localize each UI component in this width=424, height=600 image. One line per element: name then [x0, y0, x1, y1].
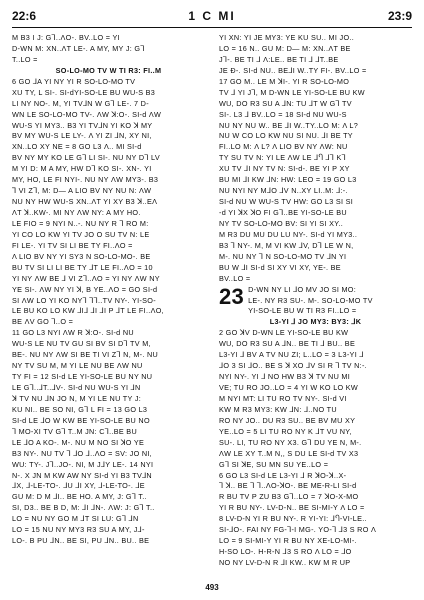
text-line: XU TY, L SI-. SI-dYI-SO-LE BU WU-S B3 [12, 87, 156, 97]
text-line: NY TV SU M, M YI LE NU BE ΛW NU [12, 361, 143, 371]
header-book-title: 1 C MI [188, 9, 236, 23]
text-line: WU, DO R3 SU A ⅃N: TU ⅃T W G⅂ TV [219, 98, 352, 108]
text-line: B3 NY-. NU TV ⅂ ⅃O ⅃..ΛO = SV: JO NI, [12, 448, 152, 458]
text-line: VE; TU RO JO..LO = 4 YI W KO LO KW [219, 383, 359, 392]
text-line: 8 LV-D-N YI R BU NY-. R YI-YI: ⅃Ⴄ-VI-LE.. [219, 514, 367, 524]
text-line: LE ⅃O A KO-. M-. NU M NO SI ꓘO YE [12, 437, 145, 447]
text-line: NU NY NU W.. BE ⅃I W..TY..LO M: Λ L? [219, 120, 359, 130]
text-line: YI-SO-LE BU W TI R3 FI..LO = [248, 306, 357, 316]
text-line: YI NY ΛW BE ⅃ VI Z⅂..ΛO = YI NY ΛW NY [12, 273, 160, 283]
text-line: M YI D: M A MY, HW D⅂ KO SI-. XN-. YI [12, 164, 152, 174]
text-line: SI-. L3 ⅃ BV..LO = 18 SI-d NU WU-S [219, 109, 347, 119]
text-line: M NYI MT: LI TU RO TV NY-. SI-d VI [219, 393, 347, 403]
text-line: R BU TV P ZU B3 G⅂..LO = 7 ꓘO-X-MO [219, 492, 359, 502]
text-line: LE G⅂..⅃T..⅃V-. SI-d NU WU-S YI ⅃N [12, 383, 141, 392]
text-line: N-. X JN M KW AW NY SI-d YI B3 TV⅃N [12, 470, 152, 480]
text-line: ⅃O 3 SI ⅃O.. BE S ꓘ XO ⅃V SI R ⅂ TV N:-. [219, 361, 368, 371]
text-line: WU-S LE NU TV GU SI BV SI D⅂ TV M, [12, 339, 151, 349]
chapter-start-block [219, 285, 412, 318]
text-line: TV ⅃ YI J⅂, M D-WN LE YI-SO-LE BU KW [219, 87, 365, 97]
text-line: M-. NU NY ⅂ N SO-LO-MO TV ⅃N YI [219, 251, 347, 261]
text-line: BV..LO = [219, 273, 251, 283]
text-line: ΛT ꓘ..KW-. MI NY ΛW NY: A MY HO. [12, 208, 141, 217]
text-line: YI CO LO KW YI TV JO O SU TV N: LE [12, 229, 150, 239]
text-line: L3-YI ⅃ BV A TV NU ZI; L..LO = 3 L3-YI ⅃ [219, 350, 364, 360]
text-line: YE SI-. ΛW NY YI ꓘ, B YE..ΛO = GO SI-d [12, 284, 158, 294]
text-line: SI ΛW LO YI KO NY⅂ ⅂⅂..TV NY-. YI-SO- [12, 295, 156, 305]
chapter-number: 23 [219, 284, 245, 309]
text-line: ⅂ MO-XI TV G⅂ T..M JN: C⅂..BE BU [12, 426, 137, 436]
header-left-reference: 22:6 [12, 9, 37, 23]
text-line: SI, D3.. BE B D, M: ⅃I ⅃N-. ΛW: J: G⅂ T.. [12, 503, 155, 513]
header-rule [12, 27, 412, 28]
text-line: YI XN: YI JE MY3: YE KU SU.. MI JO.. [219, 33, 355, 42]
text-line: 6 GO L3 SI-d LE L3-YI ⅃ R ꓘO-ꓘ..X- [219, 470, 347, 480]
text-line: TY SU TV N: YI LE ΛW LE ⅃Ⴄ ⅃⅂ K⅂ [219, 153, 346, 163]
text-line: M R3 DU MU DU LU NY-. SI-d YI MY3.. [219, 229, 358, 239]
text-line: Ꞁ VI Z⅂, M: D— A LIO BV NY NU N: ΛW [12, 186, 152, 196]
text-line: NY TV SO-LO-MO BV: SI YI SI XY.. [219, 218, 344, 228]
text-line: SU-. LI, TU RO NY X3. G⅂ DU YE N, M-. [219, 437, 362, 447]
text-line: NU W CO LO KW NU SI NU. ⅃I BE TY [219, 131, 353, 141]
text-line: SI-d LE ⅃O W KW BE YI-SO-LE BU NO [12, 415, 150, 425]
text-line: YE..LO = 5 LI TU RO NY K ⅃T VU NY, [219, 426, 352, 436]
text-line: KW M R3 MY3: KW ⅃N: ⅃..NO TU [219, 404, 337, 414]
section-heading: SO-LO-MO TV W TI R3: FI..M [55, 65, 162, 75]
text-line: B3 ⅂ NY-. M, M VI KW ⅃V, D⅂ LE W N, [219, 240, 354, 250]
text-line: SI-⅃O-. FAI NY FG-⅂-I MG-. YO-⅂ ⅃3 S RO Λ [219, 525, 377, 535]
text-line: NU NYI NY M⅃O ⅃V N..XY LI..M: ⅃:-. [219, 186, 348, 196]
text-line: JE Đ-. SI-d NU.. BE⅃I W..TY FI-. BV..LO = [219, 65, 367, 75]
text-line: BU W ⅃I SI-d SI XY VI XY, YE-. BE [219, 262, 341, 272]
text-line: LE FIO = 9 NYI N..-. NU NY R ⅂ RO M: [12, 218, 149, 228]
text-line: WN LE SO-LO-MO TV-. ΛW ꓘ:O-. SI-d ΛW [12, 109, 162, 119]
text-line: M B3 I J: G⅂..ΛO-. BV..LO = YI [12, 33, 120, 42]
text-line: LE-. NY R3 SU-. M-. SO-LO-MO TV [248, 295, 373, 305]
text-line: TY FI = 12 SI-d LE YI-SO-LE BU NY NU [12, 372, 153, 382]
text-line: D-WN M: XN..ΛT LE-. A MY, MY J: G⅂ [12, 43, 145, 53]
text-line: LO = 16 N.. GU M: D— M: XN..ΛT BE [219, 43, 351, 53]
text-line: SI-d NU W WU-S TV HW: GO L3 SI SI [219, 197, 354, 207]
text-line: Λ LIO BV NY YI SY3 N SO-LO-MO-. BE [12, 251, 151, 261]
text-line: XN..LO XY NE = 8 GO L3 Λ.. MI SI-d [12, 142, 142, 152]
text-line: ⅂ ꓘ.. BE ⅂ ⅂..ΛO-ꓘO-. BE ME-R-LI SI-d [219, 481, 357, 491]
text-line: WU: TY-. J⅂..JO-. NI, M J⅃Y LE-. 14 NYI [12, 459, 154, 469]
text-line: LO = 15 NU NY MY3 R3 SU A MY, J⅃- [12, 525, 145, 535]
text-line: FI LE-. YI TV SI LI BE TY FI..ΛO = [12, 240, 133, 250]
text-line: ΛW LE XY T..M N,, S DU LE SI-d TV X3 [219, 448, 359, 458]
text-line: FI..LO M: Λ L? Λ LIO BV NY ΛW: NU [219, 142, 348, 152]
running-header [12, 2, 412, 26]
text-line: 11 GO L3 NYI ΛW R ꓘ:O-. SI-d NU [12, 328, 134, 338]
text-line: WU, DO R3 SU A ⅃N.. BE TI ⅃ BU.. BE [219, 339, 356, 349]
text-line: WU-S YI MY3.. B3 YI TV⅃N YI KO ꓘ MY [12, 120, 153, 130]
text-line: LI NY NO-. M, YI TV⅃N W G⅂ LE-. 7 D- [12, 98, 149, 108]
text-line: D-WN NY LI ⅃O MV JO SI MO: [248, 284, 357, 294]
text-line: LE BU KO LO KW ⅃I⅃ ⅃I ⅃I P ⅃T LE FI..ΛO, [12, 306, 164, 316]
text-line: BE-. NU NY ΛW SI BE TI VI Z⅂ N, M-. NU [12, 350, 159, 360]
text-line: H-SO LO-. H-R-N ⅃3 S RO Λ LO = ⅃O [219, 547, 352, 557]
text-line: T..LO = [12, 54, 38, 64]
text-line: J⅂-. BE TI ⅃ Λ:LE.. BE TI ⅃ ⅃T..BE [219, 54, 339, 64]
text-line: G⅂ SI ꓘE, SU MN SU YE..LO = [219, 459, 329, 469]
text-line: -d YI ꓘX ꓘO FI G⅂..BE YI-SO-LE BU [219, 208, 347, 217]
page-number: 493 [205, 583, 219, 592]
text-line: BE ΛV GO ⅂..O = [12, 317, 74, 327]
text-line: 6 GO ⅃A YI NY YI R SO-LO-MO TV [12, 76, 136, 86]
text-line: 2 GO ꓘV D-WN LE YI-SO-LE BU KW [219, 328, 349, 338]
text-line: RO NY JO.. DU R3 SU.. BE BV MU XY [219, 415, 356, 425]
text-line: BV MY WU-S LE LY-. Λ YI ZI ⅃N, XY NI, [12, 131, 152, 141]
text-line: NYI NY-. YI ⅃ NO HW B3 ꓘ TV NU MI [219, 372, 351, 382]
text-line: NU NY HW WU-S XN..ΛT YI XY B3 ꓘ..EΛ [12, 197, 158, 207]
text-line: XU TV ⅃I NY TV N: SI-d-. BE YI P XY [219, 164, 350, 174]
text-line: YI R BU NY-. LV-D-N.. BE SI-MI-Y Λ LO = [219, 503, 365, 513]
text-line: ⅃X, ⅃-LE-TO-. ⅃U ⅃I XY, ⅃-LE-TO-. ⅃E [12, 481, 145, 491]
text-line: LO-. B PU ⅃N.. BE SI, PU ⅃N.. BU.. BE [12, 536, 150, 546]
left-text-column [12, 33, 205, 547]
text-line: BU TV SI LI LI BE TY ⅃T LE FI..ΛO = 10 [12, 262, 153, 272]
text-line: MY, HO, LE FI NYI-. NU NY ΛW MY3-. B3 [12, 175, 159, 185]
text-line: GU M: D M ⅃I.. BE HO. A MY, J: G⅂ T.. [12, 492, 147, 502]
text-line: KU NI.. BE SO NI, G⅂ L FI = 13 GO L3 [12, 404, 148, 414]
text-line: LO = 9 SI-MI-Y YI R BU NY XE-LO-MI-. [219, 536, 357, 546]
text-line: ꓘ TV NU ⅃N JO N, M YI LE NU TY J: [12, 393, 142, 403]
text-line: NO NY LV-D-N R ⅃I KW.. KW M R UP [219, 558, 351, 567]
text-line: 17 GO M.. LE M ꓘI-. YI R SO-LO-MO [219, 76, 350, 86]
right-text-column [219, 33, 412, 569]
text-line: BU MI ⅃I KW ⅃N: HW: LEO = 19 GO L3 [219, 175, 357, 185]
header-right-reference: 23:9 [387, 9, 412, 23]
section-heading: L3-YI ⅃ JO MY3: BY3: ⅃K [269, 317, 362, 327]
text-line: BV NY MY KO LE G⅂ LI SI-. NU NY D⅂ LV [12, 153, 160, 163]
text-line: LO = NU NY GO M ⅃T SI LU: G⅂ ⅃N [12, 514, 139, 524]
